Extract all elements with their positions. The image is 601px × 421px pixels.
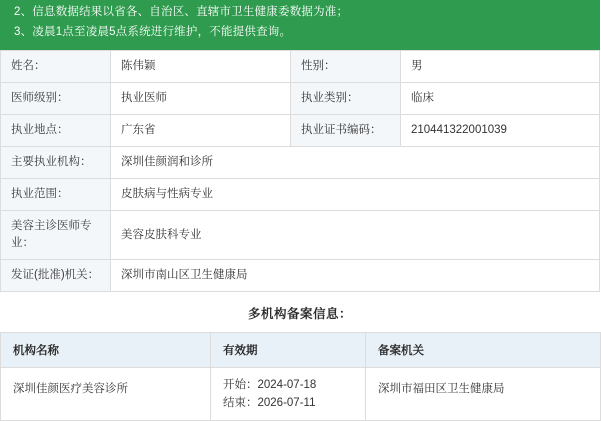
- table-row: [1, 147, 600, 179]
- cell-institution-name: 深圳佳颜医疗美容诊所: [1, 368, 211, 421]
- table-row: [1, 211, 600, 260]
- notice-line-2: 2、信息数据结果以省各、自治区、直辖市卫生健康委数据为准；: [14, 6, 349, 18]
- label-license-number: 执业证书编码：: [291, 115, 401, 147]
- value-issuing-authority: 深圳市南山区卫生健康局: [111, 260, 600, 292]
- notice-line-3: 3、凌晨1点至凌晨5点系统进行维护，不能提供查询。: [14, 26, 292, 38]
- doctor-info-table: [0, 50, 600, 292]
- table-row: [1, 179, 600, 211]
- value-license-number: 210441322001039: [401, 115, 600, 147]
- label-issuing-authority: 发证(批准)机关：: [1, 260, 111, 292]
- label-cosmetic-specialty: 美容主诊医师专业：: [1, 211, 111, 260]
- table-row: [1, 115, 600, 147]
- column-header-validity: 有效期: [211, 333, 366, 368]
- section-title-multi-institution: 多机构备案信息：: [247, 307, 352, 321]
- label-doctor-level: 医师级别：: [1, 83, 111, 115]
- value-cosmetic-specialty: 美容皮肤科专业: [111, 211, 600, 260]
- cell-validity: [211, 368, 366, 421]
- value-gender: 男: [401, 51, 600, 83]
- validity-end: 结束：2026-07-11: [223, 397, 316, 409]
- cell-filing-authority: 深圳市福田区卫生健康局: [366, 368, 601, 421]
- label-main-institution: 主要执业机构：: [1, 147, 111, 179]
- notice-banner: [0, 0, 600, 50]
- value-doctor-level: 执业医师: [111, 83, 291, 115]
- table-header-row: [1, 333, 601, 368]
- value-practice-scope: 皮肤病与性病专业: [111, 179, 600, 211]
- table-row: [1, 260, 600, 292]
- table-row: [1, 368, 601, 421]
- value-name: 陈伟颖: [111, 51, 291, 83]
- value-main-institution: 深圳佳颜润和诊所: [111, 147, 600, 179]
- validity-start: 开始：2024-07-18: [223, 379, 317, 391]
- label-name: 姓名：: [1, 51, 111, 83]
- label-practice-scope: 执业范围：: [1, 179, 111, 211]
- value-practice-category: 临床: [401, 83, 600, 115]
- column-header-filing-authority: 备案机关: [366, 333, 601, 368]
- table-row: [1, 51, 600, 83]
- column-header-institution-name: 机构名称: [1, 333, 211, 368]
- label-gender: 性别：: [291, 51, 401, 83]
- value-practice-location: 广东省: [111, 115, 291, 147]
- label-practice-location: 执业地点：: [1, 115, 111, 147]
- multi-institution-table: [0, 332, 601, 421]
- label-practice-category: 执业类别：: [291, 83, 401, 115]
- table-row: [1, 83, 600, 115]
